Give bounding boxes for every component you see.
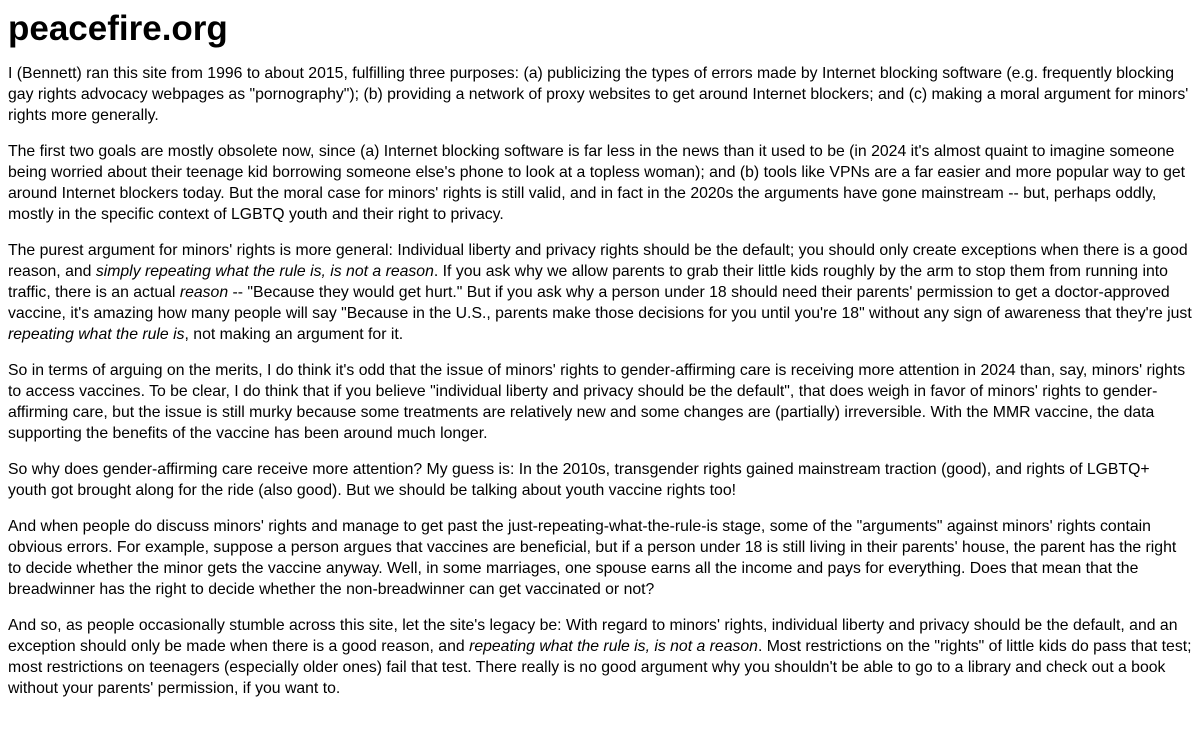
paragraph-errors: And when people do discuss minors' rights and manage to get past the just-repeating-what-the-rule-is stage, some of the "arguments" against minors' rights contain obvious errors. For example, suppose a person argues that vaccines are beneficial, but if a person under 18 is still living in their parents' house, the parent has the right to decide whether the minor gets the vaccine anyway. Well, in some marriages, one spouse earns all the income and pays for everything. Does that mean that the breadwinner has the right to decide whether the non-breadwinner can get vaccinated or not?: [8, 517, 1177, 598]
paragraph-text-segment: . If you ask why we allow parents to grab their little kids roughly by the arm to stop them from running into traffic, there is an actual: [8, 262, 1168, 301]
emphasis-text: simply repeating what the rule is, is not a reason: [95, 262, 434, 280]
emphasis-text: repeating what the rule is, is not a reason: [469, 637, 758, 655]
paragraph-history: I (Bennett) ran this site from 1996 to about 2015, fulfilling three purposes: (a) publicizing the types of errors made by Internet blocking software (e.g. frequently blocking gay rights advocacy webpages as "pornography"); (b) providing a network of proxy websites to get around Internet blockers; and (c) making a moral argument for minors' rights more generally.: [8, 64, 1189, 124]
paragraph-merits: So in terms of arguing on the merits, I do think it's odd that the issue of minors' rights to gender-affirming care is receiving more attention in 2024 than, say, minors' rights to access vaccines. To be clear, I do think that if you believe "individual liberty and privacy should be the default", that does weigh in favor of minors' rights to gender-affirming care, but the issue is still murky because some treatments are relatively new and some changes are (partially) irreversible. With the MMR vaccine, the data supporting the benefits of the vaccine has been around much longer.: [8, 361, 1186, 442]
paragraph-obsolete-goals: The first two goals are mostly obsolete now, since (a) Internet blocking software is far less in the news than it used to be (in 2024 it's almost quaint to imagine someone being worried about their teenage kid borrowing someone else's phone to look at a topless woman); and (b) tools like VPNs are a far easier and more popular way to get around Internet blockers today. But the moral case for minors' rights is still valid, and in fact in the 2020s the arguments have gone mainstream -- but, perhaps oddly, mostly in the specific context of LGBTQ youth and their right to privacy.: [8, 142, 1186, 223]
paragraph-text-segment: -- "Because they would get hurt." But if you ask why a person under 18 should need their parents' permission to get a doctor-approved vaccine, it's amazing how many people will say "Because in the U.S., parents make those decisions for you until you're 18" without any sign of awareness that they're just: [8, 283, 1192, 322]
paragraph-text-segment: , not making an argument for it.: [184, 325, 404, 343]
paragraph-purest-argument: [8, 240, 1192, 345]
paragraph-text-segment: And so, as people occasionally stumble across this site, let the site's legacy be: With regard to minors' rights, individual liberty and privacy should be the default, and an exception should only be made when there is a good reason, and: [8, 616, 1178, 655]
page-title: peacefire.org: [8, 9, 228, 48]
paragraph-text-segment: . Most restrictions on the "rights" of little kids do pass that test; most restrictions on teenagers (especially older ones) fail that test. There really is no good argument why you shouldn't be able to go to a library and check out a book without your parents' permission, if you want to.: [8, 637, 1192, 697]
paragraph-legacy: [8, 615, 1192, 699]
paragraph-attention: So why does gender-affirming care receive more attention? My guess is: In the 2010s, transgender rights gained mainstream traction (good), and rights of LGBTQ+ youth got brought along for the ride (also good). But we should be talking about youth vaccine rights too!: [8, 460, 1150, 499]
emphasis-text: reason: [179, 283, 229, 301]
paragraph-text-segment: The purest argument for minors' rights is more general: Individual liberty and privacy rights should be the default; you should only create exceptions when there is a good reason, and: [8, 241, 1188, 280]
emphasis-text: repeating what the rule is: [8, 325, 185, 343]
